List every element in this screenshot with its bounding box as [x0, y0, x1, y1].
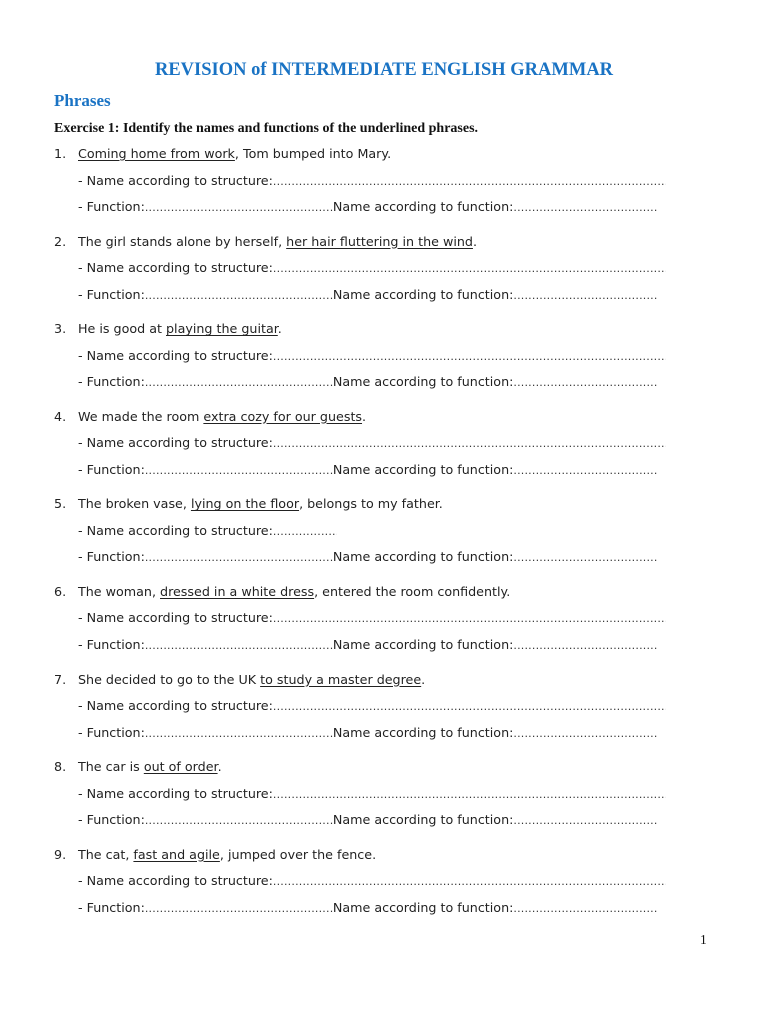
exercise-item — [0, 319, 768, 407]
question-sentence — [54, 319, 282, 339]
sentence-before: The woman, — [78, 583, 161, 599]
structure-answer-line[interactable] — [78, 784, 666, 804]
name-function-label: Name according to function: — [332, 549, 514, 565]
answer-blank[interactable] — [513, 373, 658, 393]
exercise-item — [0, 494, 768, 582]
sentence-after: , belongs to my father. — [299, 496, 443, 512]
answer-blank[interactable] — [145, 724, 333, 744]
sentence-before: She decided to go to the UK — [78, 671, 261, 687]
function-label: - Function: — [78, 724, 145, 740]
structure-label: - Name according to structure: — [78, 347, 273, 363]
question-number: 3. — [54, 321, 67, 337]
answer-blank[interactable] — [145, 286, 333, 306]
exercise-item — [0, 670, 768, 758]
answer-blank[interactable] — [513, 461, 658, 481]
answer-blank[interactable] — [273, 697, 666, 717]
underlined-phrase: dressed in a white dress — [160, 583, 315, 599]
answer-blank[interactable] — [145, 899, 333, 919]
underlined-phrase: her hair fluttering in the wind — [286, 233, 473, 249]
answer-blank[interactable] — [513, 548, 658, 568]
name-function-label: Name according to function: — [332, 724, 514, 740]
question-sentence — [54, 407, 366, 427]
answer-blank[interactable] — [513, 636, 658, 656]
exercise-item — [0, 757, 768, 845]
answer-blank[interactable] — [513, 811, 658, 831]
exercise-item — [0, 232, 768, 320]
question-sentence — [54, 144, 391, 164]
sentence-after: . — [472, 233, 477, 249]
name-function-label: Name according to function: — [332, 812, 514, 828]
structure-label: - Name according to structure: — [78, 522, 273, 538]
sentence-before: He is good at — [78, 321, 166, 337]
answer-blank[interactable] — [145, 636, 333, 656]
function-answer-line[interactable] — [78, 723, 658, 743]
sentence-before: The broken vase, — [78, 496, 191, 512]
function-answer-line[interactable] — [78, 197, 658, 217]
function-answer-line[interactable] — [78, 810, 658, 830]
answer-blank[interactable] — [145, 198, 333, 218]
question-number: 4. — [54, 408, 67, 424]
underlined-phrase: out of order — [143, 759, 218, 775]
function-label: - Function: — [78, 374, 145, 390]
function-answer-line[interactable] — [78, 547, 658, 567]
structure-answer-line[interactable] — [78, 433, 666, 453]
underlined-phrase: extra cozy for our guests — [203, 408, 363, 424]
answer-blank[interactable] — [273, 785, 666, 805]
question-number: 2. — [54, 233, 67, 249]
structure-label: - Name according to structure: — [78, 873, 273, 889]
function-answer-line[interactable] — [78, 372, 658, 392]
structure-answer-line[interactable] — [78, 258, 666, 278]
answer-blank[interactable] — [513, 899, 658, 919]
question-number: 7. — [54, 671, 67, 687]
underlined-phrase: to study a master degree — [260, 671, 422, 687]
function-label: - Function: — [78, 549, 145, 565]
answer-blank[interactable] — [273, 609, 666, 629]
answer-blank[interactable] — [273, 434, 666, 454]
sentence-after: , Tom bumped into Mary. — [234, 146, 392, 161]
answer-blank[interactable] — [513, 286, 658, 306]
page-number: 1 — [700, 932, 707, 947]
function-label: - Function: — [78, 899, 145, 915]
function-label: - Function: — [78, 199, 145, 214]
function-label: - Function: — [78, 636, 145, 652]
sentence-after: . — [217, 759, 222, 775]
function-label: - Function: — [78, 286, 145, 302]
exercise-item — [0, 582, 768, 670]
answer-blank[interactable] — [273, 347, 666, 367]
answer-blank[interactable] — [145, 461, 333, 481]
function-answer-line[interactable] — [78, 898, 658, 918]
sentence-after: . — [421, 671, 426, 687]
sentence-before: The girl stands alone by herself, — [78, 233, 287, 249]
sentence-after: , jumped over the fence. — [219, 846, 377, 862]
answer-blank[interactable] — [273, 522, 337, 542]
name-function-label: Name according to function: — [332, 286, 514, 302]
function-label: - Function: — [78, 812, 145, 828]
underlined-phrase: playing the guitar — [166, 321, 278, 337]
structure-label: - Name according to structure: — [78, 435, 273, 451]
question-number: 5. — [54, 496, 67, 512]
structure-answer-line[interactable] — [78, 521, 337, 541]
name-function-label: Name according to function: — [332, 636, 514, 652]
sentence-after: . — [277, 321, 282, 337]
answer-blank[interactable] — [513, 198, 658, 218]
structure-answer-line[interactable] — [78, 696, 666, 716]
name-function-label: Name according to function: — [332, 461, 514, 477]
sentence-after: . — [362, 408, 367, 424]
structure-answer-line[interactable] — [78, 608, 666, 628]
question-sentence — [54, 757, 222, 777]
name-function-label: Name according to function: — [332, 199, 514, 214]
question-sentence — [54, 582, 510, 602]
underlined-phrase: Coming home from work — [78, 146, 235, 161]
exercise-item — [0, 845, 768, 933]
exercise-list — [0, 144, 768, 932]
exercise-item — [0, 407, 768, 495]
sentence-before: The car is — [78, 759, 144, 775]
question-sentence — [54, 670, 425, 690]
exercise-instruction: Exercise 1: Identify the names and functions of the underlined phrases. — [54, 121, 479, 136]
structure-answer-line[interactable] — [78, 171, 666, 191]
page-title: REVISION of INTERMEDIATE ENGLISH GRAMMAR — [154, 60, 614, 80]
function-answer-line[interactable] — [78, 460, 658, 480]
question-number: 6. — [54, 583, 67, 599]
answer-blank[interactable] — [273, 872, 666, 892]
answer-blank[interactable] — [145, 548, 333, 568]
underlined-phrase: fast and agile — [133, 846, 220, 862]
sentence-before: The cat, — [78, 846, 134, 862]
section-title: Phrases — [54, 91, 111, 110]
answer-blank[interactable] — [145, 373, 333, 393]
structure-answer-line[interactable] — [78, 871, 666, 891]
name-function-label: Name according to function: — [332, 899, 514, 915]
structure-label: - Name according to structure: — [78, 172, 273, 188]
structure-label: - Name according to structure: — [78, 785, 273, 801]
function-label: - Function: — [78, 461, 145, 477]
underlined-phrase: lying on the floor — [190, 496, 300, 512]
structure-answer-line[interactable] — [78, 346, 666, 366]
answer-blank[interactable] — [513, 724, 658, 744]
question-number: 9. — [54, 846, 67, 862]
structure-label: - Name according to structure: — [78, 698, 273, 714]
question-sentence — [54, 232, 477, 252]
question-sentence — [54, 845, 376, 865]
answer-blank[interactable] — [145, 811, 333, 831]
name-function-label: Name according to function: — [332, 374, 514, 390]
question-number: 8. — [54, 759, 67, 775]
question-sentence — [54, 494, 443, 514]
question-number: 1. — [54, 146, 67, 161]
sentence-after: , entered the room confidently. — [314, 583, 511, 599]
answer-blank[interactable] — [273, 259, 666, 279]
sentence-before: We made the room — [78, 408, 204, 424]
exercise-item — [0, 144, 768, 232]
structure-label: - Name according to structure: — [78, 260, 273, 276]
function-answer-line[interactable] — [78, 635, 658, 655]
structure-label: - Name according to structure: — [78, 610, 273, 626]
function-answer-line[interactable] — [78, 285, 658, 305]
answer-blank[interactable] — [273, 172, 666, 192]
